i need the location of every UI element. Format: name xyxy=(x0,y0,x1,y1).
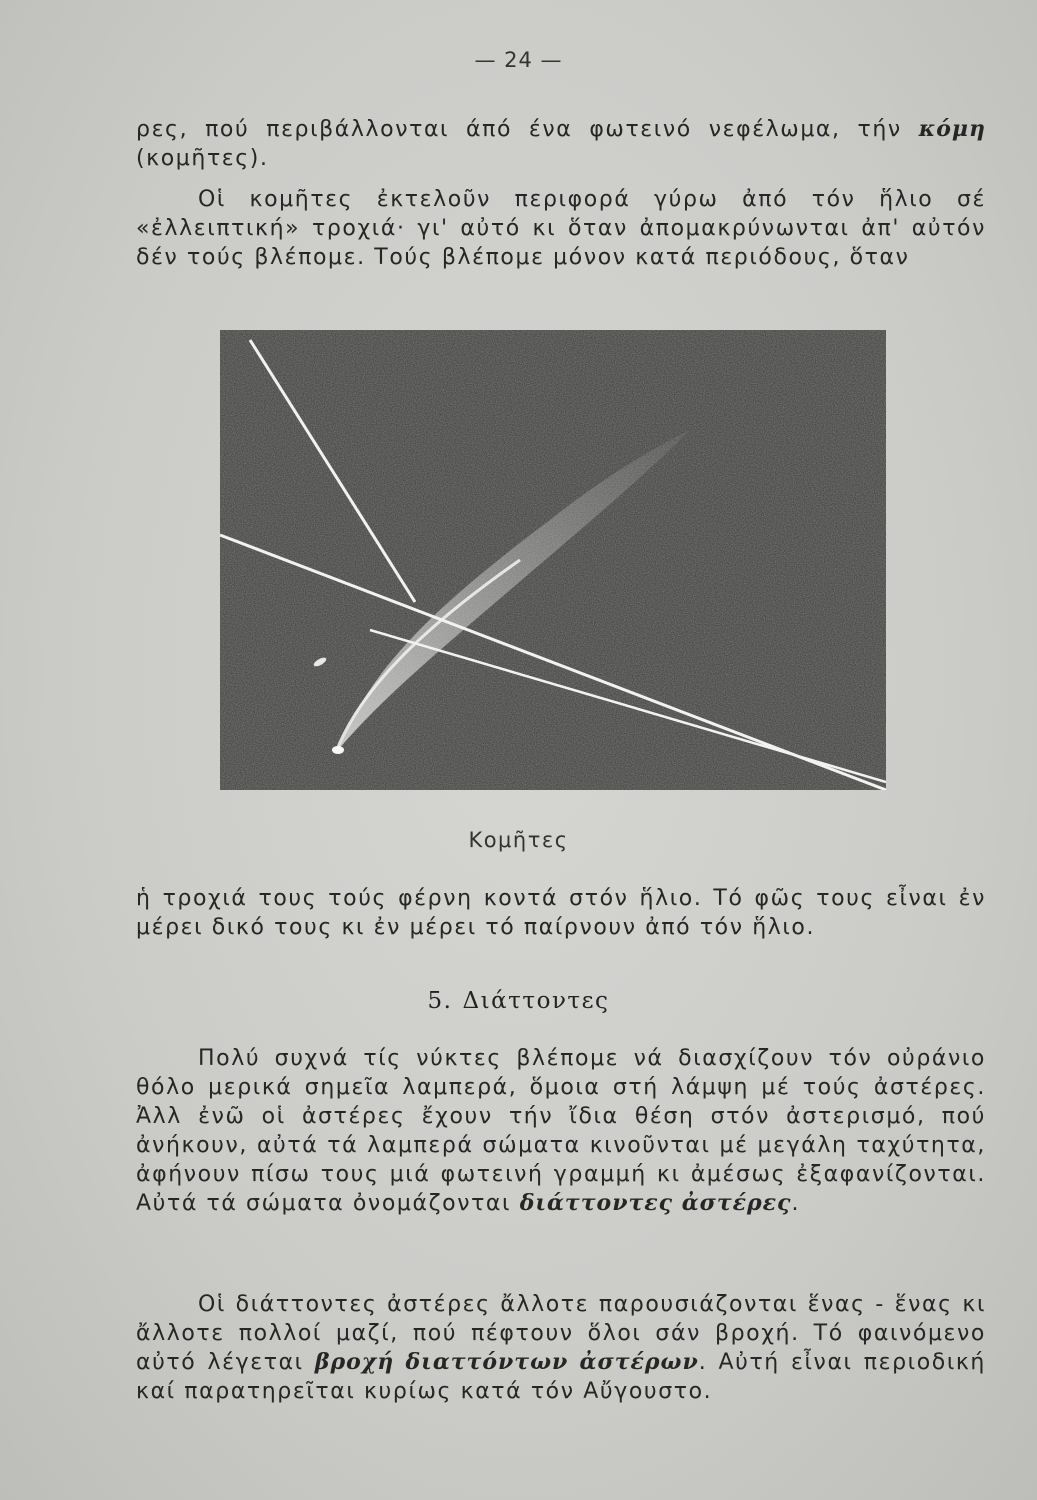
section-title: Διάττοντες xyxy=(462,988,610,1014)
page-number: — 24 — xyxy=(474,48,563,72)
paragraph-comet-light xyxy=(136,884,986,942)
paragraph-meteors xyxy=(136,1044,986,1218)
paragraph-comet-orbit xyxy=(136,185,986,272)
paragraph-text: ρες, πού περιβάλλονται άπό ένα φωτεινό νεφέλωμα, τήν xyxy=(136,117,919,142)
paragraph-text: Πολύ συχνά τίς νύκτες βλέπομε νά διασχίζουν τόν οὐράνιο θόλο μερικά σημεῖα λαμπερά, ὅμοια στή λάμψη μέ τούς ἀστέρες. Ἀλλ ἐνῶ οἱ ἀστέρες ἔχουν τήν ἴδια θέση στόν ἀστερισμό, πού ἀνήκουν, αὐτά τά λαμπερά σώματα κινοῦνται μέ μεγάλη ταχύτητα, ἀφήνουν πίσω τους μιά φωτεινή γραμμή κι ἀμέσως ἐξαφανίζονται. Αὐτά τά σώματα ὀνομάζονται xyxy=(136,1046,986,1216)
emphasis-term: βροχή διαττόντων ἀστέρων xyxy=(314,1349,699,1375)
comet-nucleus xyxy=(332,746,344,754)
paragraph-text: ἡ τροχιά τους τούς φέρνη κοντά στόν ἥλιο. Τό φῶς τους εἶναι ἐν μέρει δικό τους κι ἐν μέρει τό παίρνουν ἀπό τόν ἥλιο. xyxy=(136,886,986,940)
paragraph-tail: . xyxy=(791,1191,801,1216)
figure-caption: Κομῆτες xyxy=(468,828,569,852)
paragraph-tail: . Αὐτή εἶναι περιοδική καί παρατηρεῖται κυρίως κατά τόν Αὔγουστο. xyxy=(136,1350,986,1404)
emphasis-term: κόμη xyxy=(918,116,986,142)
comet-illustration xyxy=(220,330,886,790)
paragraph-comet-coma xyxy=(136,115,986,173)
emphasis-term: διάττοντες ἀστέρες xyxy=(519,1190,792,1216)
paragraph-text: Οἱ διάττοντες ἀστέρες ἄλλοτε παρουσιάζονται ἕνας - ἕνας κι ἄλλοτε πολλοί μαζί, πού πέφτουν ὅλοι σάν βροχή. Τό φαινόμενο αὐτό λέγεται xyxy=(136,1292,986,1375)
comet-photograph xyxy=(220,330,886,790)
paragraph-meteor-shower xyxy=(136,1290,986,1406)
star-field-noise xyxy=(220,330,886,790)
paragraph-tail: (κομῆτες). xyxy=(136,146,269,171)
section-number: 5. xyxy=(427,988,453,1014)
paragraph-text: Οἱ κομῆτες ἐκτελοῦν περιφορά γύρω ἀπό τόν ἥλιο σέ «ἐλλειπτική» τροχιά· γι' αὐτό κι ὅταν ἀπομακρύνωνται ἀπ' αὐτόν δέν τούς βλέπομε. Τούς βλέπομε μόνον κατά περιόδους, ὅταν xyxy=(136,187,986,270)
section-heading xyxy=(0,988,1037,1014)
